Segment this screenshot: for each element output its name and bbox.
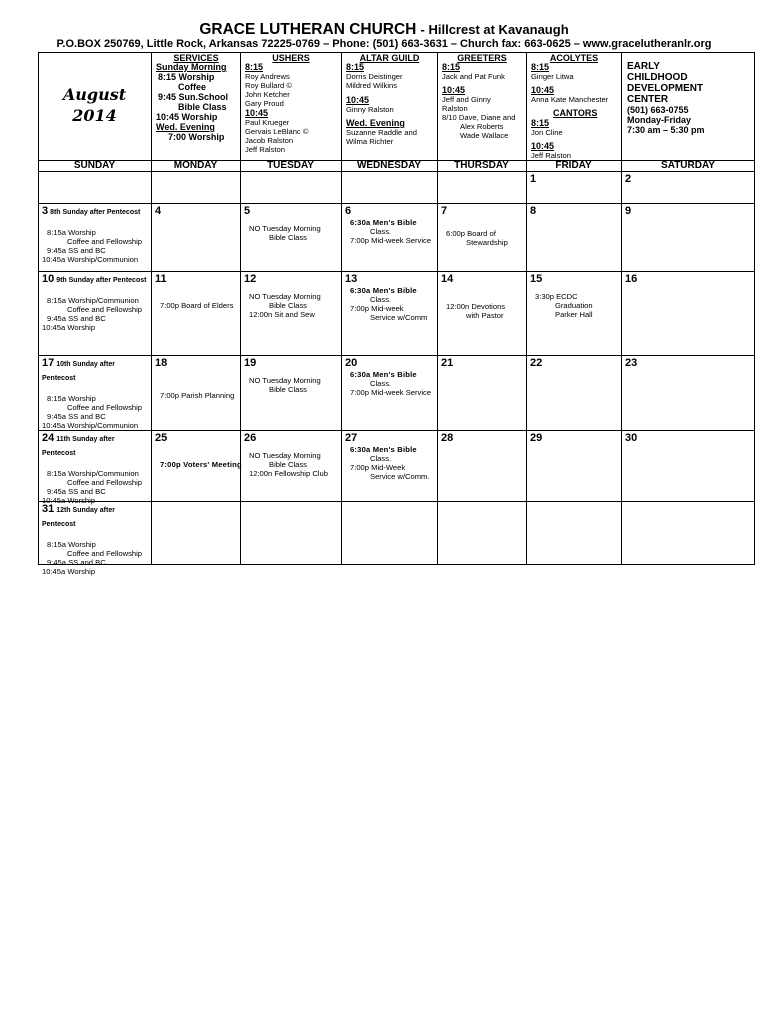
day-number: 28	[441, 432, 454, 444]
info-name: Jeff Ralston	[531, 151, 571, 160]
page-title	[0, 21, 768, 39]
services-line: 10:45 Worship	[156, 112, 218, 122]
info-name: John Ketcher	[245, 90, 290, 99]
ushers-title: USHERS	[272, 53, 310, 63]
day-cell	[42, 357, 149, 429]
info-name: Gary Proud	[245, 99, 284, 108]
church-name: GRACE LUTHERAN CHURCH	[199, 21, 417, 38]
day-cell	[244, 205, 339, 270]
day-number: 27	[345, 432, 358, 444]
month-name: August	[62, 85, 127, 104]
services-line: Sunday Morning	[156, 62, 227, 72]
info-name: Ralston	[442, 104, 468, 113]
event-item: Class.	[370, 454, 392, 463]
day-cell	[244, 357, 339, 429]
acolytes-time: 10:45	[531, 85, 555, 95]
acolytes-time: 8:15	[531, 62, 550, 72]
event-item: Stewardship	[466, 238, 508, 247]
event-item: Coffee and Fellowship	[67, 403, 142, 412]
services-line: 9:45 Sun.School	[158, 92, 229, 102]
event-item: 10:45a Worship/Communion	[42, 421, 139, 430]
event-item: Coffee and Fellowship	[67, 237, 142, 246]
day-number: 18	[155, 357, 168, 369]
altar-time: 10:45	[346, 95, 370, 105]
services-line: Wed. Evening	[156, 122, 215, 132]
services-line: Bible Class	[178, 102, 227, 112]
event-item: 3:30p ECDC	[535, 292, 578, 301]
day-number: 13	[345, 273, 358, 285]
day-cell	[530, 273, 619, 354]
month-label	[38, 84, 151, 126]
day-number: 11	[155, 273, 167, 285]
greeters-block	[442, 62, 528, 160]
ushers-time: 8:15	[245, 62, 264, 72]
event-item: 7:00p Mid-Week	[350, 463, 406, 472]
day-cell	[625, 205, 753, 270]
month-year: 2014	[72, 106, 117, 125]
ecdc-line: CHILDHOOD	[627, 72, 688, 83]
day-cell	[625, 357, 753, 429]
event-item: 7:00p Mid-week Service	[350, 388, 432, 397]
event-item: 7:00p Mid-week Service	[350, 236, 432, 245]
event-item: Service w/Comm.	[370, 472, 430, 481]
day-cell	[155, 205, 238, 270]
event-item: 12:00n Fellowship Club	[249, 469, 328, 478]
event-item: 7:00p Parish Planning	[160, 391, 235, 400]
event-item: 10:45a Worship	[42, 323, 96, 332]
event-item: NO Tuesday Morning	[249, 376, 321, 385]
event-item: 8:15a Worship	[47, 394, 96, 403]
info-name: Mildred Wilkins	[346, 81, 398, 90]
event-item: Class.	[370, 227, 392, 236]
weekday-friday: FRIDAY	[555, 160, 592, 171]
event-item: Bible Class	[269, 385, 307, 394]
greeters-time: 8:15	[442, 62, 461, 72]
services-block	[156, 62, 242, 160]
event-item: 12:00n Devotions	[446, 302, 506, 311]
day-number: 10	[42, 273, 55, 285]
day-number: 5	[244, 205, 251, 217]
cantors-time: 10:45	[531, 141, 555, 151]
day-number: 15	[530, 273, 543, 285]
event-item: NO Tuesday Morning	[249, 292, 321, 301]
event-item: 9:45a SS and BC	[47, 314, 106, 323]
grid-line	[621, 52, 622, 565]
event-item: 6:30a Men's Bible	[350, 445, 417, 454]
event-item: Class.	[370, 379, 392, 388]
day-cell	[42, 205, 149, 270]
event-item: 6:30a Men's Bible	[350, 218, 417, 227]
greeters-title: GREETERS	[457, 53, 507, 63]
event-item: 7:00p Board of Elders	[160, 301, 234, 310]
sunday-label: 12th Sunday after Pentecost	[42, 507, 115, 528]
day-number: 8	[530, 205, 537, 217]
info-name: Anna Kate Manchester	[531, 95, 609, 104]
sunday-label: 10th Sunday after Pentecost	[42, 361, 115, 382]
event-item: 9:45a SS and BC	[47, 412, 106, 421]
grid-line	[151, 52, 152, 565]
services-title: SERVICES	[173, 53, 219, 63]
info-name: Jack and Pat Funk	[442, 72, 505, 81]
info-name: Alex Roberts	[460, 122, 504, 131]
day-number: 21	[441, 357, 454, 369]
info-name: Jeff and Ginny	[442, 95, 491, 104]
day-number: 24	[42, 432, 55, 444]
cantors-title: CANTORS	[553, 108, 598, 118]
day-number: 30	[625, 432, 638, 444]
info-name: Wilma Richter	[346, 137, 394, 146]
event-item: 9:45a SS and BC	[47, 487, 106, 496]
grid-line	[38, 171, 755, 172]
ecdc-phone: (501) 663-0755	[627, 105, 689, 115]
ecdc-block	[627, 61, 753, 159]
ecdc-hours: 7:30 am – 5:30 pm	[627, 125, 705, 135]
event-item: Service w/Comm	[370, 313, 428, 322]
weekday-thursday: THURSDAY	[454, 160, 509, 171]
church-location: - Hillcrest at Kavanaugh	[420, 22, 569, 37]
address-line: P.O.BOX 250769, Little Rock, Arkansas 72225-0769 – Phone: (501) 663-3631 – Church fax: 663-0625 – www.gracelutheranlr.org	[56, 38, 712, 50]
day-number: 26	[244, 432, 257, 444]
altar-wed: Wed. Evening	[346, 118, 405, 128]
event-item: with Pastor	[466, 311, 504, 320]
event-item: 9:45a SS and BC	[47, 558, 106, 567]
info-name: Roy Bullard ©	[245, 81, 292, 90]
event-item: Bible Class	[269, 233, 307, 242]
event-item: 8:15a Worship	[47, 228, 96, 237]
info-name: Jon Cline	[531, 128, 563, 137]
ushers-time: 10:45	[245, 108, 269, 118]
ecdc-line: EARLY	[627, 61, 660, 72]
info-name: Roy Andrews	[245, 72, 290, 81]
day-number: 16	[625, 273, 638, 285]
day-cell	[42, 432, 149, 505]
day-number: 25	[155, 432, 168, 444]
weekday-wednesday: WEDNESDAY	[356, 160, 422, 171]
info-name: Ginger Litwa	[531, 72, 574, 81]
day-cell	[530, 173, 619, 202]
cantors-time: 8:15	[531, 118, 550, 128]
grid-line	[38, 271, 755, 272]
info-name: Gervais LeBlanc ©	[245, 127, 309, 136]
day-cell	[345, 432, 435, 500]
day-cell	[530, 432, 619, 500]
day-number: 2	[625, 173, 632, 185]
info-name: Jacob Ralston	[245, 136, 294, 145]
grid-line	[38, 203, 755, 204]
day-cell	[530, 357, 619, 429]
event-item: Bible Class	[269, 301, 307, 310]
event-item: Coffee and Fellowship	[67, 305, 142, 314]
info-name: Dorris Deistinger	[346, 72, 403, 81]
day-cell	[625, 173, 753, 202]
info-name: Wade Wallace	[460, 131, 509, 140]
day-number: 3	[42, 205, 49, 217]
services-line: 8:15 Worship	[158, 72, 215, 82]
day-cell	[441, 273, 524, 354]
event-item: Coffee and Fellowship	[67, 478, 142, 487]
sunday-label: 9th Sunday after Pentecost	[54, 277, 147, 284]
day-cell	[625, 273, 753, 354]
day-cell	[42, 503, 149, 576]
day-cell	[441, 357, 524, 429]
grid-line	[341, 52, 342, 565]
event-item: 8:15a Worship/Communion	[47, 469, 139, 478]
event-item: Coffee and Fellowship	[67, 549, 142, 558]
day-number: 19	[244, 357, 257, 369]
day-cell	[625, 432, 753, 500]
day-cell	[345, 273, 435, 354]
day-cell	[42, 273, 149, 354]
info-name: Paul Krueger	[245, 118, 290, 127]
event-item: Class.	[370, 295, 392, 304]
event-item: 6:00p Board of	[446, 229, 496, 238]
altar-time: 8:15	[346, 62, 365, 72]
day-number: 22	[530, 357, 543, 369]
day-number: 29	[530, 432, 543, 444]
day-cell	[441, 205, 524, 270]
day-number: 14	[441, 273, 454, 285]
grid-line	[437, 52, 438, 565]
event-item: 8:15a Worship/Communion	[47, 296, 139, 305]
altar-guild-block	[346, 62, 437, 160]
ecdc-line: DEVELOPMENT	[627, 83, 704, 94]
event-item: 10:45a Worship	[42, 496, 96, 505]
day-number: 31	[42, 503, 55, 515]
event-item: Bible Class	[269, 460, 307, 469]
day-number: 6	[345, 205, 352, 217]
services-line: Coffee	[178, 82, 207, 92]
event-item: 7:00p Mid-week	[350, 304, 404, 313]
info-name: Ginny Ralston	[346, 105, 394, 114]
day-cell	[155, 432, 242, 500]
day-number: 23	[625, 357, 638, 369]
day-cell	[244, 432, 339, 500]
day-cell	[244, 273, 339, 354]
acolytes-block	[531, 62, 621, 160]
altar-guild-title: ALTAR GUILD	[359, 53, 420, 63]
event-item: NO Tuesday Morning	[249, 224, 321, 233]
day-number: 9	[625, 205, 632, 217]
info-name: Jeff Ralston	[245, 145, 285, 154]
event-item: Parker Hall	[555, 310, 593, 319]
event-item: 8:15a Worship	[47, 540, 96, 549]
event-item: Graduation	[555, 301, 593, 310]
day-cell	[441, 432, 524, 500]
day-number: 4	[155, 205, 162, 217]
event-item: 10:45a Worship/Communion	[42, 255, 139, 264]
services-line: 7:00 Worship	[168, 132, 225, 142]
day-cell	[345, 205, 435, 270]
sunday-label: 11th Sunday after Pentecost	[42, 436, 115, 457]
event-item: 10:45a Worship	[42, 567, 96, 576]
greeters-time: 10:45	[442, 85, 466, 95]
weekday-saturday: SATURDAY	[661, 160, 715, 171]
day-cell	[530, 205, 619, 270]
ecdc-name	[627, 61, 753, 105]
event-item: 9:45a SS and BC	[47, 246, 106, 255]
day-number: 1	[530, 173, 537, 185]
day-number: 12	[244, 273, 257, 285]
day-cell	[155, 357, 238, 429]
weekday-monday: MONDAY	[173, 160, 218, 171]
ecdc-days: Monday-Friday	[627, 115, 692, 125]
event-item: 6:30a Men's Bible	[350, 286, 417, 295]
info-name: Suzanne Raddle and	[346, 128, 417, 137]
sunday-label: 8th Sunday after Pentecost	[48, 209, 141, 216]
info-name: 8/10 Dave, Diane and	[442, 113, 516, 122]
event-item: NO Tuesday Morning	[249, 451, 321, 460]
event-item: 12:00n Sit and Sew	[249, 310, 315, 319]
ushers-block	[245, 62, 341, 160]
grid-line	[38, 430, 755, 431]
day-cell	[345, 357, 435, 429]
day-cell	[155, 273, 238, 354]
weekday-tuesday: TUESDAY	[267, 160, 314, 171]
event-item: 7:00p Voters' Meeting	[160, 460, 242, 469]
day-number: 17	[42, 357, 55, 369]
grid-line	[38, 355, 755, 356]
day-number: 7	[441, 205, 448, 217]
day-number: 20	[345, 357, 358, 369]
ecdc-line: CENTER	[627, 94, 669, 105]
weekday-sunday: SUNDAY	[73, 160, 116, 171]
event-item: 6:30a Men's Bible	[350, 370, 417, 379]
acolytes-title: ACOLYTES	[549, 53, 599, 63]
